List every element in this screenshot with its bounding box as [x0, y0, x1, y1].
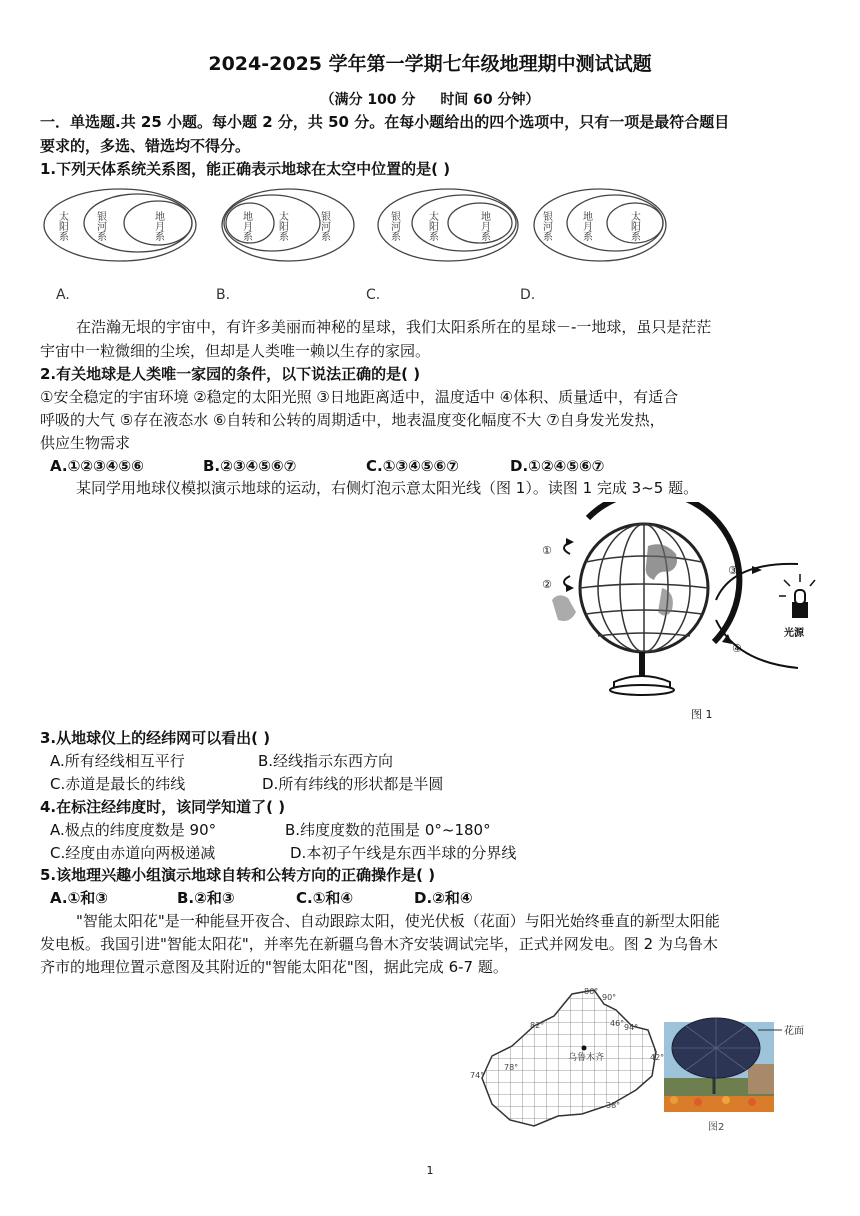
question-2-conditions-line1: ①安全稳定的宇宙环境 ②稳定的太阳光照 ③日地距离适中，温度适中 ④体积、质量适中，有适合	[40, 388, 679, 406]
lon-label-86: 86°	[584, 987, 599, 996]
question-4-option-c[interactable]: C.经度由赤道向两极递减	[50, 844, 216, 862]
question-3-option-b[interactable]: B.经线指示东西方向	[258, 752, 394, 770]
question-3-option-a[interactable]: A.所有经线相互平行	[50, 752, 185, 770]
question-4-stem: 4.在标注经纬度时，该同学知道了( )	[40, 798, 286, 816]
q1-c-label-3: 地月系	[478, 211, 490, 241]
passage-2: 某同学用地球仪模拟演示地球的运动，右侧灯泡示意太阳光线（图 1）。读图 1 完成 3~5 题。	[76, 479, 699, 497]
q1-a-label-2: 银河系	[94, 211, 106, 241]
marker-2: ②	[542, 578, 552, 591]
hand-icon	[552, 595, 576, 621]
q1-b-letter: B.	[216, 287, 231, 303]
lon-label-90: 90°	[602, 993, 617, 1002]
lon-label-78: 78°	[504, 1063, 519, 1072]
passage-3-line1: "智能太阳花"是一种能昼开夜合、自动跟踪太阳，使光伏板（花面）与阳光始终垂直的新型太阳能	[76, 912, 720, 930]
question-2-option-c[interactable]: C.①③④⑤⑥⑦	[366, 457, 459, 475]
question-3-option-d[interactable]: D.所有纬线的形状都是半圆	[262, 775, 444, 793]
passage-1-line1: 在浩瀚无垠的宇宙中，有许多美丽而神秘的星球，我们太阳系所在的星球－-一地球，虽只是茫茫	[76, 318, 712, 336]
question-5-option-d[interactable]: D.②和④	[414, 889, 473, 907]
q1-d-label-3: 太阳系	[628, 211, 640, 241]
question-2-conditions-line3: 供应生物需求	[40, 434, 131, 452]
passage-3-line2: 发电板。我国引进"智能太阳花"，并率先在新疆乌鲁木齐安装调试完毕，正式并网发电。图 2 为乌鲁木	[40, 935, 718, 953]
flower-surface-label: 花面	[784, 1026, 804, 1037]
figure-2	[462, 986, 818, 1146]
question-2-stem: 2.有关地球是人类唯一家园的条件，以下说法正确的是( )	[40, 365, 421, 383]
lon-label-94: 94°	[624, 1023, 639, 1032]
q1-c-label-1: 银河系	[388, 211, 400, 241]
question-4-option-b[interactable]: B.纬度度数的范围是 0°~180°	[285, 821, 491, 839]
q1-c-label-2: 太阳系	[426, 211, 438, 241]
q1-figure	[40, 183, 670, 308]
urumqi-label: 乌鲁木齐	[568, 1053, 605, 1063]
passage-1-line2: 宇宙中一粒微细的尘埃，但却是人类唯一赖以生存的家园。	[40, 342, 431, 360]
question-4-option-d[interactable]: D.本初子午线是东西半球的分界线	[290, 844, 517, 862]
solar-flower-photo	[664, 1018, 804, 1133]
question-2-option-d[interactable]: D.①②④⑤⑥⑦	[510, 457, 605, 475]
light-source-label: 光源	[784, 628, 804, 639]
question-2-conditions-line2: 呼吸的大气 ⑤存在液态水 ⑥自转和公转的周期适中，地表温度变化幅度不大 ⑦自身发光发热，	[40, 411, 665, 429]
question-5-option-c[interactable]: C.①和④	[296, 889, 354, 907]
figure-1-caption: 图 1	[691, 708, 713, 721]
q1-b-label-2: 太阳系	[276, 211, 288, 241]
question-2-option-a[interactable]: A.①②③④⑤⑥	[50, 457, 144, 475]
question-1-stem: 1.下列天体系统关系图，能正确表示地球在太空中位置的是( )	[40, 160, 451, 178]
q1-a-label-1: 太阳系	[56, 211, 68, 241]
time-limit: 时间 60 分钟）	[440, 92, 540, 108]
marker-1: ①	[542, 544, 552, 557]
section-instructions-line2: 要求的，多选、错选均不得分。	[40, 137, 251, 155]
full-score: （满分 100 分	[320, 92, 416, 108]
urumqi-location-map	[462, 986, 672, 1146]
q1-b-label-1: 地月系	[240, 211, 252, 241]
q1-a-label-3: 地月系	[152, 211, 164, 241]
q1-d-letter: D.	[520, 287, 536, 303]
globe-icon	[580, 502, 739, 695]
light-bulb-icon	[779, 574, 815, 618]
page-number: 1	[426, 1164, 434, 1177]
question-2-option-b[interactable]: B.②③④⑤⑥⑦	[203, 457, 297, 475]
q1-a-letter: A.	[56, 287, 70, 303]
question-5-option-a[interactable]: A.①和③	[50, 889, 108, 907]
passage-3-line3: 齐市的地理位置示意图及其附近的"智能太阳花"图，据此完成 6-7 题。	[40, 958, 508, 976]
marker-3: ③	[728, 564, 738, 577]
question-3-option-c[interactable]: C.赤道是最长的纬线	[50, 775, 186, 793]
exam-info	[0, 89, 860, 111]
lon-label-82: 82°	[530, 1021, 545, 1030]
q1-c-letter: C.	[366, 287, 381, 303]
question-3-stem: 3.从地球仪上的经纬网可以看出( )	[40, 729, 271, 747]
lat-label-42: 42°	[650, 1053, 665, 1062]
figure-1-globe	[536, 502, 816, 724]
lon-label-74: 74°	[470, 1071, 485, 1080]
marker-4: ④	[732, 642, 742, 655]
section-instructions-line1: 一．单选题.共 25 小题。每小题 2 分，共 50 分。在每小题给出的四个选项中，只有一项是最符合题目	[40, 113, 730, 131]
question-5-stem: 5.该地理兴趣小组演示地球自转和公转方向的正确操作是( )	[40, 866, 436, 884]
q1-d-label-2: 地月系	[580, 211, 592, 241]
q1-d-label-1: 银河系	[540, 211, 552, 241]
figure-2-caption: 图2	[708, 1122, 725, 1133]
q1-b-label-3: 银河系	[318, 211, 330, 241]
page-title: 2024-2025 学年第一学期七年级地理期中测试试题	[208, 53, 652, 75]
lat-label-46: 46°	[610, 1019, 625, 1028]
question-4-option-a[interactable]: A.极点的纬度度数是 90°	[50, 821, 217, 839]
lat-label-38: 38°	[606, 1101, 621, 1110]
question-5-option-b[interactable]: B.②和③	[177, 889, 235, 907]
